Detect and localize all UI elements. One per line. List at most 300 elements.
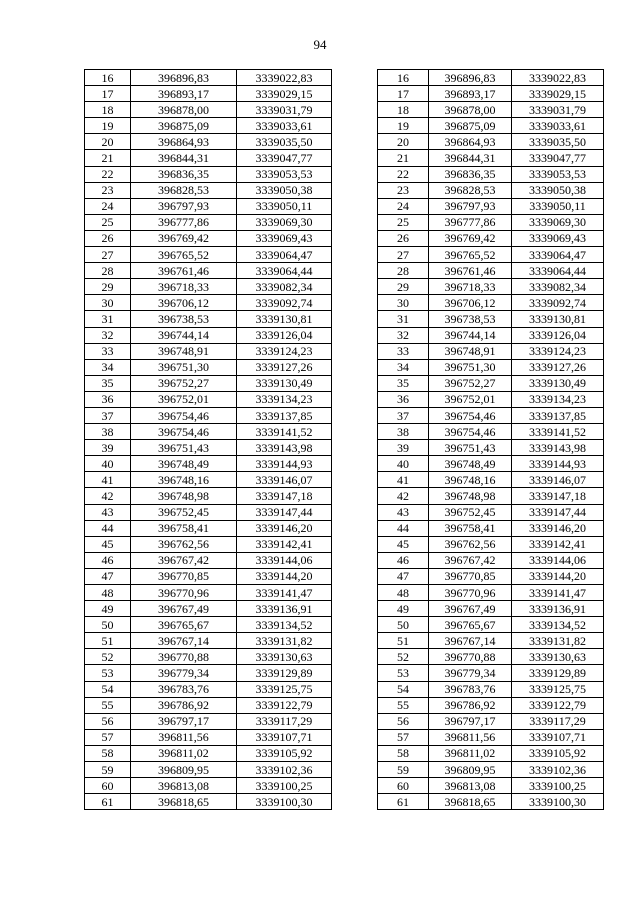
- point-number-cell: 31: [85, 311, 131, 327]
- point-number-cell: 60: [378, 778, 429, 794]
- y-coordinate-cell: 3339136,91: [512, 601, 604, 617]
- point-number-cell: 33: [378, 343, 429, 359]
- point-number-cell: 59: [85, 762, 131, 778]
- point-number-cell: 53: [378, 665, 429, 681]
- table-row: [85, 70, 332, 86]
- x-coordinate-cell: 396751,43: [429, 440, 512, 456]
- x-coordinate-cell: 396752,27: [131, 375, 237, 391]
- table-row: [85, 440, 332, 456]
- y-coordinate-cell: 3339144,06: [512, 552, 604, 568]
- table-row: [378, 247, 604, 263]
- page-number: 94: [313, 37, 327, 52]
- y-coordinate-cell: 3339053,53: [237, 166, 332, 182]
- y-coordinate-cell: 3339100,30: [237, 794, 332, 810]
- x-coordinate-cell: 396864,93: [429, 134, 512, 150]
- y-coordinate-cell: 3339107,71: [512, 729, 604, 745]
- point-number-cell: 35: [378, 375, 429, 391]
- table-row: [85, 681, 332, 697]
- x-coordinate-cell: 396767,42: [131, 552, 237, 568]
- point-number-cell: 24: [85, 198, 131, 214]
- y-coordinate-cell: 3339035,50: [237, 134, 332, 150]
- x-coordinate-cell: 396748,91: [131, 343, 237, 359]
- x-coordinate-cell: 396770,88: [429, 649, 512, 665]
- point-number-cell: 27: [85, 247, 131, 263]
- point-number-cell: 49: [85, 601, 131, 617]
- table-row: [85, 247, 332, 263]
- y-coordinate-cell: 3339146,07: [237, 472, 332, 488]
- y-coordinate-cell: 3339127,26: [237, 359, 332, 375]
- table-row: [85, 391, 332, 407]
- x-coordinate-cell: 396875,09: [131, 118, 237, 134]
- y-coordinate-cell: 3339050,38: [237, 182, 332, 198]
- x-coordinate-cell: 396777,86: [131, 214, 237, 230]
- y-coordinate-cell: 3339029,15: [512, 86, 604, 102]
- y-coordinate-cell: 3339102,36: [512, 762, 604, 778]
- table-row: [85, 150, 332, 166]
- table-row: [378, 585, 604, 601]
- coordinates-table-left: [84, 69, 332, 810]
- table-row: [378, 424, 604, 440]
- table-row: [85, 794, 332, 810]
- y-coordinate-cell: 3339134,23: [512, 391, 604, 407]
- point-number-cell: 34: [378, 359, 429, 375]
- table-row: [85, 665, 332, 681]
- point-number-cell: 42: [378, 488, 429, 504]
- y-coordinate-cell: 3339092,74: [512, 295, 604, 311]
- point-number-cell: 29: [378, 279, 429, 295]
- point-number-cell: 57: [378, 729, 429, 745]
- x-coordinate-cell: 396777,86: [429, 214, 512, 230]
- point-number-cell: 47: [378, 568, 429, 584]
- point-number-cell: 40: [85, 456, 131, 472]
- x-coordinate-cell: 396748,98: [131, 488, 237, 504]
- x-coordinate-cell: 396767,42: [429, 552, 512, 568]
- table-row: [378, 102, 604, 118]
- table-row: [85, 762, 332, 778]
- y-coordinate-cell: 3339122,79: [237, 697, 332, 713]
- table-row: [378, 552, 604, 568]
- table-row: [378, 86, 604, 102]
- table-row: [378, 762, 604, 778]
- y-coordinate-cell: 3339100,30: [512, 794, 604, 810]
- x-coordinate-cell: 396751,30: [131, 359, 237, 375]
- x-coordinate-cell: 396770,88: [131, 649, 237, 665]
- y-coordinate-cell: 3339117,29: [512, 713, 604, 729]
- table-row: [378, 214, 604, 230]
- y-coordinate-cell: 3339137,85: [512, 407, 604, 423]
- table-row: [378, 134, 604, 150]
- x-coordinate-cell: 396769,42: [131, 230, 237, 246]
- point-number-cell: 20: [378, 134, 429, 150]
- y-coordinate-cell: 3339124,23: [237, 343, 332, 359]
- point-number-cell: 16: [378, 70, 429, 86]
- y-coordinate-cell: 3339147,44: [512, 504, 604, 520]
- point-number-cell: 42: [85, 488, 131, 504]
- point-number-cell: 23: [378, 182, 429, 198]
- table-row: [85, 520, 332, 536]
- point-number-cell: 25: [85, 214, 131, 230]
- point-number-cell: 16: [85, 70, 131, 86]
- x-coordinate-cell: 396767,14: [429, 633, 512, 649]
- point-number-cell: 54: [85, 681, 131, 697]
- y-coordinate-cell: 3339125,75: [512, 681, 604, 697]
- y-coordinate-cell: 3339122,79: [512, 697, 604, 713]
- table-row: [85, 375, 332, 391]
- y-coordinate-cell: 3339100,25: [237, 778, 332, 794]
- table-row: [85, 649, 332, 665]
- y-coordinate-cell: 3339092,74: [237, 295, 332, 311]
- x-coordinate-cell: 396893,17: [131, 86, 237, 102]
- x-coordinate-cell: 396844,31: [429, 150, 512, 166]
- x-coordinate-cell: 396754,46: [429, 407, 512, 423]
- y-coordinate-cell: 3339129,89: [237, 665, 332, 681]
- x-coordinate-cell: 396767,49: [429, 601, 512, 617]
- x-coordinate-cell: 396836,35: [429, 166, 512, 182]
- point-number-cell: 43: [85, 504, 131, 520]
- point-number-cell: 56: [85, 713, 131, 729]
- table-row: [378, 407, 604, 423]
- y-coordinate-cell: 3339134,23: [237, 391, 332, 407]
- y-coordinate-cell: 3339125,75: [237, 681, 332, 697]
- x-coordinate-cell: 396836,35: [131, 166, 237, 182]
- table-row: [378, 778, 604, 794]
- table-row: [378, 665, 604, 681]
- point-number-cell: 50: [378, 617, 429, 633]
- point-number-cell: 44: [85, 520, 131, 536]
- table-row: [378, 391, 604, 407]
- table-row: [378, 681, 604, 697]
- table-row: [378, 649, 604, 665]
- table-row: [378, 601, 604, 617]
- point-number-cell: 17: [378, 86, 429, 102]
- x-coordinate-cell: 396754,46: [131, 407, 237, 423]
- table-row: [85, 456, 332, 472]
- table-row: [378, 504, 604, 520]
- point-number-cell: 45: [378, 536, 429, 552]
- point-number-cell: 21: [378, 150, 429, 166]
- x-coordinate-cell: 396809,95: [429, 762, 512, 778]
- y-coordinate-cell: 3339130,81: [237, 311, 332, 327]
- y-coordinate-cell: 3339144,93: [512, 456, 604, 472]
- y-coordinate-cell: 3339064,47: [237, 247, 332, 263]
- y-coordinate-cell: 3339102,36: [237, 762, 332, 778]
- x-coordinate-cell: 396818,65: [429, 794, 512, 810]
- table-row: [85, 472, 332, 488]
- point-number-cell: 60: [85, 778, 131, 794]
- x-coordinate-cell: 396896,83: [131, 70, 237, 86]
- x-coordinate-cell: 396744,14: [429, 327, 512, 343]
- table-row: [85, 118, 332, 134]
- point-number-cell: 39: [378, 440, 429, 456]
- table-row: [85, 585, 332, 601]
- point-number-cell: 53: [85, 665, 131, 681]
- point-number-cell: 19: [378, 118, 429, 134]
- point-number-cell: 58: [378, 745, 429, 761]
- x-coordinate-cell: 396811,56: [429, 729, 512, 745]
- point-number-cell: 19: [85, 118, 131, 134]
- point-number-cell: 26: [378, 230, 429, 246]
- table-row: [378, 713, 604, 729]
- x-coordinate-cell: 396765,67: [429, 617, 512, 633]
- y-coordinate-cell: 3339134,52: [512, 617, 604, 633]
- x-coordinate-cell: 396770,85: [429, 568, 512, 584]
- x-coordinate-cell: 396767,14: [131, 633, 237, 649]
- point-number-cell: 37: [85, 407, 131, 423]
- point-number-cell: 40: [378, 456, 429, 472]
- point-number-cell: 24: [378, 198, 429, 214]
- y-coordinate-cell: 3339022,83: [237, 70, 332, 86]
- table-row: [378, 440, 604, 456]
- y-coordinate-cell: 3339031,79: [512, 102, 604, 118]
- y-coordinate-cell: 3339069,43: [237, 230, 332, 246]
- point-number-cell: 55: [85, 697, 131, 713]
- table-row: [85, 713, 332, 729]
- y-coordinate-cell: 3339047,77: [237, 150, 332, 166]
- x-coordinate-cell: 396738,53: [429, 311, 512, 327]
- table-row: [378, 311, 604, 327]
- x-coordinate-cell: 396748,16: [131, 472, 237, 488]
- table-row: [85, 182, 332, 198]
- table-row: [85, 279, 332, 295]
- table-body-right: [378, 70, 604, 810]
- table-row: [378, 70, 604, 86]
- table-row: [378, 118, 604, 134]
- x-coordinate-cell: 396770,96: [131, 585, 237, 601]
- y-coordinate-cell: 3339130,63: [512, 649, 604, 665]
- x-coordinate-cell: 396752,01: [429, 391, 512, 407]
- x-coordinate-cell: 396738,53: [131, 311, 237, 327]
- x-coordinate-cell: 396878,00: [429, 102, 512, 118]
- point-number-cell: 44: [378, 520, 429, 536]
- y-coordinate-cell: 3339141,52: [512, 424, 604, 440]
- x-coordinate-cell: 396818,65: [131, 794, 237, 810]
- y-coordinate-cell: 3339142,41: [237, 536, 332, 552]
- point-number-cell: 36: [85, 391, 131, 407]
- x-coordinate-cell: 396762,56: [131, 536, 237, 552]
- point-number-cell: 26: [85, 230, 131, 246]
- x-coordinate-cell: 396864,93: [131, 134, 237, 150]
- table-row: [85, 134, 332, 150]
- table-row: [378, 745, 604, 761]
- x-coordinate-cell: 396754,46: [131, 424, 237, 440]
- y-coordinate-cell: 3339022,83: [512, 70, 604, 86]
- y-coordinate-cell: 3339035,50: [512, 134, 604, 150]
- point-number-cell: 61: [85, 794, 131, 810]
- x-coordinate-cell: 396770,96: [429, 585, 512, 601]
- y-coordinate-cell: 3339127,26: [512, 359, 604, 375]
- point-number-cell: 38: [378, 424, 429, 440]
- point-number-cell: 41: [378, 472, 429, 488]
- x-coordinate-cell: 396761,46: [131, 263, 237, 279]
- y-coordinate-cell: 3339126,04: [237, 327, 332, 343]
- table-row: [85, 263, 332, 279]
- x-coordinate-cell: 396706,12: [429, 295, 512, 311]
- table-row: [378, 375, 604, 391]
- x-coordinate-cell: 396875,09: [429, 118, 512, 134]
- x-coordinate-cell: 396797,17: [429, 713, 512, 729]
- y-coordinate-cell: 3339100,25: [512, 778, 604, 794]
- x-coordinate-cell: 396893,17: [429, 86, 512, 102]
- x-coordinate-cell: 396758,41: [131, 520, 237, 536]
- table-row: [85, 617, 332, 633]
- x-coordinate-cell: 396748,98: [429, 488, 512, 504]
- y-coordinate-cell: 3339047,77: [512, 150, 604, 166]
- x-coordinate-cell: 396779,34: [131, 665, 237, 681]
- y-coordinate-cell: 3339064,44: [512, 263, 604, 279]
- table-row: [378, 568, 604, 584]
- y-coordinate-cell: 3339031,79: [237, 102, 332, 118]
- table-row: [378, 520, 604, 536]
- point-number-cell: 17: [85, 86, 131, 102]
- x-coordinate-cell: 396718,33: [429, 279, 512, 295]
- y-coordinate-cell: 3339126,04: [512, 327, 604, 343]
- point-number-cell: 56: [378, 713, 429, 729]
- table-row: [85, 102, 332, 118]
- y-coordinate-cell: 3339130,49: [512, 375, 604, 391]
- x-coordinate-cell: 396752,45: [131, 504, 237, 520]
- y-coordinate-cell: 3339105,92: [237, 745, 332, 761]
- table-row: [85, 166, 332, 182]
- table-row: [85, 536, 332, 552]
- point-number-cell: 54: [378, 681, 429, 697]
- x-coordinate-cell: 396751,30: [429, 359, 512, 375]
- table-row: [85, 359, 332, 375]
- x-coordinate-cell: 396779,34: [429, 665, 512, 681]
- x-coordinate-cell: 396744,14: [131, 327, 237, 343]
- point-number-cell: 22: [378, 166, 429, 182]
- table-row: [85, 745, 332, 761]
- y-coordinate-cell: 3339147,44: [237, 504, 332, 520]
- point-number-cell: 28: [378, 263, 429, 279]
- y-coordinate-cell: 3339064,44: [237, 263, 332, 279]
- point-number-cell: 52: [85, 649, 131, 665]
- y-coordinate-cell: 3339069,30: [237, 214, 332, 230]
- table-row: [85, 343, 332, 359]
- table-row: [378, 488, 604, 504]
- point-number-cell: 22: [85, 166, 131, 182]
- table-row: [85, 504, 332, 520]
- x-coordinate-cell: 396786,92: [131, 697, 237, 713]
- y-coordinate-cell: 3339129,89: [512, 665, 604, 681]
- x-coordinate-cell: 396761,46: [429, 263, 512, 279]
- y-coordinate-cell: 3339141,47: [512, 585, 604, 601]
- y-coordinate-cell: 3339050,11: [512, 198, 604, 214]
- point-number-cell: 47: [85, 568, 131, 584]
- x-coordinate-cell: 396762,56: [429, 536, 512, 552]
- point-number-cell: 20: [85, 134, 131, 150]
- point-number-cell: 39: [85, 440, 131, 456]
- y-coordinate-cell: 3339141,52: [237, 424, 332, 440]
- y-coordinate-cell: 3339143,98: [237, 440, 332, 456]
- table-row: [378, 359, 604, 375]
- table-row: [378, 295, 604, 311]
- point-number-cell: 51: [378, 633, 429, 649]
- table-row: [85, 778, 332, 794]
- y-coordinate-cell: 3339105,92: [512, 745, 604, 761]
- x-coordinate-cell: 396754,46: [429, 424, 512, 440]
- table-row: [378, 182, 604, 198]
- y-coordinate-cell: 3339107,71: [237, 729, 332, 745]
- table-row: [378, 472, 604, 488]
- y-coordinate-cell: 3339050,11: [237, 198, 332, 214]
- table-row: [85, 729, 332, 745]
- y-coordinate-cell: 3339144,06: [237, 552, 332, 568]
- table-row: [378, 633, 604, 649]
- y-coordinate-cell: 3339130,63: [237, 649, 332, 665]
- x-coordinate-cell: 396813,08: [131, 778, 237, 794]
- y-coordinate-cell: 3339069,30: [512, 214, 604, 230]
- point-number-cell: 57: [85, 729, 131, 745]
- x-coordinate-cell: 396783,76: [131, 681, 237, 697]
- x-coordinate-cell: 396748,49: [131, 456, 237, 472]
- x-coordinate-cell: 396706,12: [131, 295, 237, 311]
- table-row: [378, 198, 604, 214]
- point-number-cell: 27: [378, 247, 429, 263]
- x-coordinate-cell: 396811,02: [429, 745, 512, 761]
- table-row: [85, 327, 332, 343]
- y-coordinate-cell: 3339131,82: [237, 633, 332, 649]
- point-number-cell: 48: [378, 585, 429, 601]
- table-row: [378, 617, 604, 633]
- point-number-cell: 48: [85, 585, 131, 601]
- point-number-cell: 52: [378, 649, 429, 665]
- y-coordinate-cell: 3339069,43: [512, 230, 604, 246]
- y-coordinate-cell: 3339136,91: [237, 601, 332, 617]
- y-coordinate-cell: 3339033,61: [237, 118, 332, 134]
- x-coordinate-cell: 396828,53: [429, 182, 512, 198]
- x-coordinate-cell: 396765,52: [429, 247, 512, 263]
- point-number-cell: 31: [378, 311, 429, 327]
- table-row: [378, 343, 604, 359]
- y-coordinate-cell: 3339144,20: [512, 568, 604, 584]
- x-coordinate-cell: 396844,31: [131, 150, 237, 166]
- point-number-cell: 34: [85, 359, 131, 375]
- table-row: [378, 536, 604, 552]
- table-row: [85, 407, 332, 423]
- x-coordinate-cell: 396770,85: [131, 568, 237, 584]
- y-coordinate-cell: 3339146,07: [512, 472, 604, 488]
- y-coordinate-cell: 3339053,53: [512, 166, 604, 182]
- point-number-cell: 43: [378, 504, 429, 520]
- table-row: [378, 794, 604, 810]
- point-number-cell: 55: [378, 697, 429, 713]
- y-coordinate-cell: 3339082,34: [237, 279, 332, 295]
- x-coordinate-cell: 396752,27: [429, 375, 512, 391]
- table-row: [378, 456, 604, 472]
- y-coordinate-cell: 3339130,81: [512, 311, 604, 327]
- y-coordinate-cell: 3339142,41: [512, 536, 604, 552]
- point-number-cell: 18: [85, 102, 131, 118]
- table-row: [378, 279, 604, 295]
- y-coordinate-cell: 3339082,34: [512, 279, 604, 295]
- y-coordinate-cell: 3339144,93: [237, 456, 332, 472]
- point-number-cell: 59: [378, 762, 429, 778]
- x-coordinate-cell: 396783,76: [429, 681, 512, 697]
- point-number-cell: 58: [85, 745, 131, 761]
- table-row: [85, 633, 332, 649]
- y-coordinate-cell: 3339147,18: [237, 488, 332, 504]
- point-number-cell: 37: [378, 407, 429, 423]
- x-coordinate-cell: 396748,91: [429, 343, 512, 359]
- x-coordinate-cell: 396813,08: [429, 778, 512, 794]
- point-number-cell: 30: [85, 295, 131, 311]
- x-coordinate-cell: 396809,95: [131, 762, 237, 778]
- table-row: [85, 488, 332, 504]
- x-coordinate-cell: 396896,83: [429, 70, 512, 86]
- table-row: [85, 230, 332, 246]
- table-row: [378, 697, 604, 713]
- point-number-cell: 23: [85, 182, 131, 198]
